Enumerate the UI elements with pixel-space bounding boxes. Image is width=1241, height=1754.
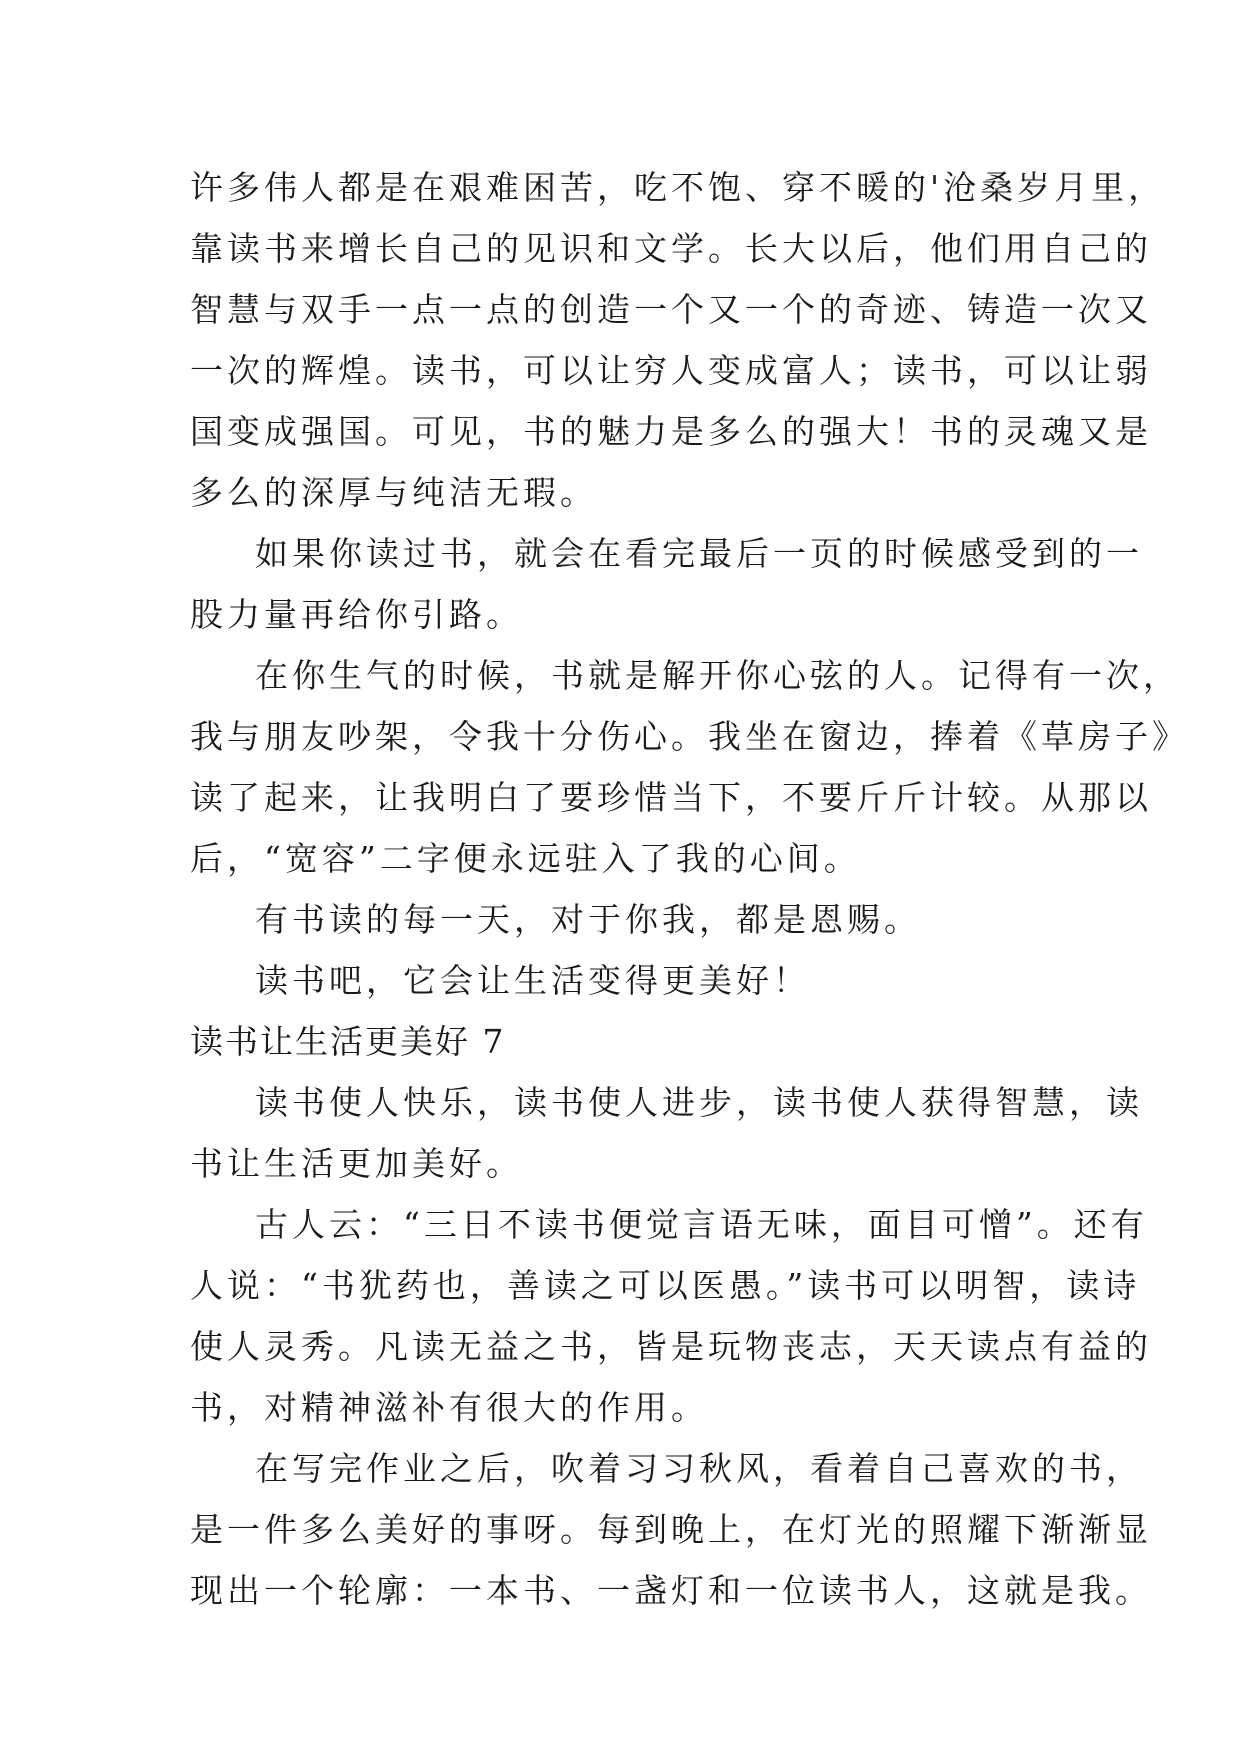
paragraph-line: 如果你读过书，就会在看完最后一页的时候感受到的一: [255, 534, 1143, 573]
paragraph-line: 后，“宽容”二字便永远驻入了我的心间。: [190, 839, 861, 878]
paragraph-line: 靠读书来增长自己的见识和文学。长大以后，他们用自己的: [190, 229, 1152, 268]
paragraph-line: 读书吧，它会让生活变得更美好！: [255, 961, 810, 1000]
paragraph-line: 读书使人快乐，读书使人进步，读书使人获得智慧，读: [255, 1083, 1143, 1122]
paragraph-line: 在写完作业之后，吹着习习秋风，看着自己喜欢的书，: [255, 1449, 1143, 1488]
paragraph-line: 书让生活更加美好。: [190, 1144, 523, 1183]
paragraph-line: 我与朋友吵架，令我十分伤心。我坐在窗边，捧着《草房子》: [190, 717, 1189, 756]
paragraph-line: 古人云：“三日不读书便觉言语无味，面目可憎”。还有: [255, 1205, 1148, 1244]
paragraph-line: 股力量再给你引路。: [190, 595, 523, 634]
paragraph-line: 人说：“书犹药也，善读之可以医愚。”读书可以明智，读诗: [190, 1266, 1141, 1305]
paragraph-line: 国变成强国。可见，书的魅力是多么的强大！书的灵魂又是: [190, 412, 1152, 451]
paragraph-line: 读了起来，让我明白了要珍惜当下，不要斤斤计较。从那以: [190, 778, 1152, 817]
paragraph-line: 使人灵秀。凡读无益之书，皆是玩物丧志，天天读点有益的: [190, 1327, 1152, 1366]
paragraph-line: 现出一个轮廓：一本书、一盏灯和一位读书人，这就是我。: [190, 1571, 1152, 1610]
paragraph-line: 在你生气的时候，书就是解开你心弦的人。记得有一次，: [255, 656, 1180, 695]
paragraph-line: 书，对精神滋补有很大的作用。: [190, 1388, 708, 1427]
paragraph-line: 有书读的每一天，对于你我，都是恩赐。: [255, 900, 921, 939]
paragraph-line: 智慧与双手一点一点的创造一个又一个的奇迹、铸造一次又: [190, 290, 1152, 329]
paragraph-line: 一次的辉煌。读书，可以让穷人变成富人；读书，可以让弱: [190, 351, 1152, 390]
paragraph-line: 许多伟人都是在艰难困苦，吃不饱、穿不暖的'沧桑岁月里，: [190, 168, 1166, 207]
paragraph-line: 是一件多么美好的事呀。每到晚上，在灯光的照耀下渐渐显: [190, 1510, 1152, 1549]
paragraph-line: 多么的深厚与纯洁无瑕。: [190, 473, 597, 512]
section-heading: 读书让生活更美好 7: [190, 1022, 506, 1061]
